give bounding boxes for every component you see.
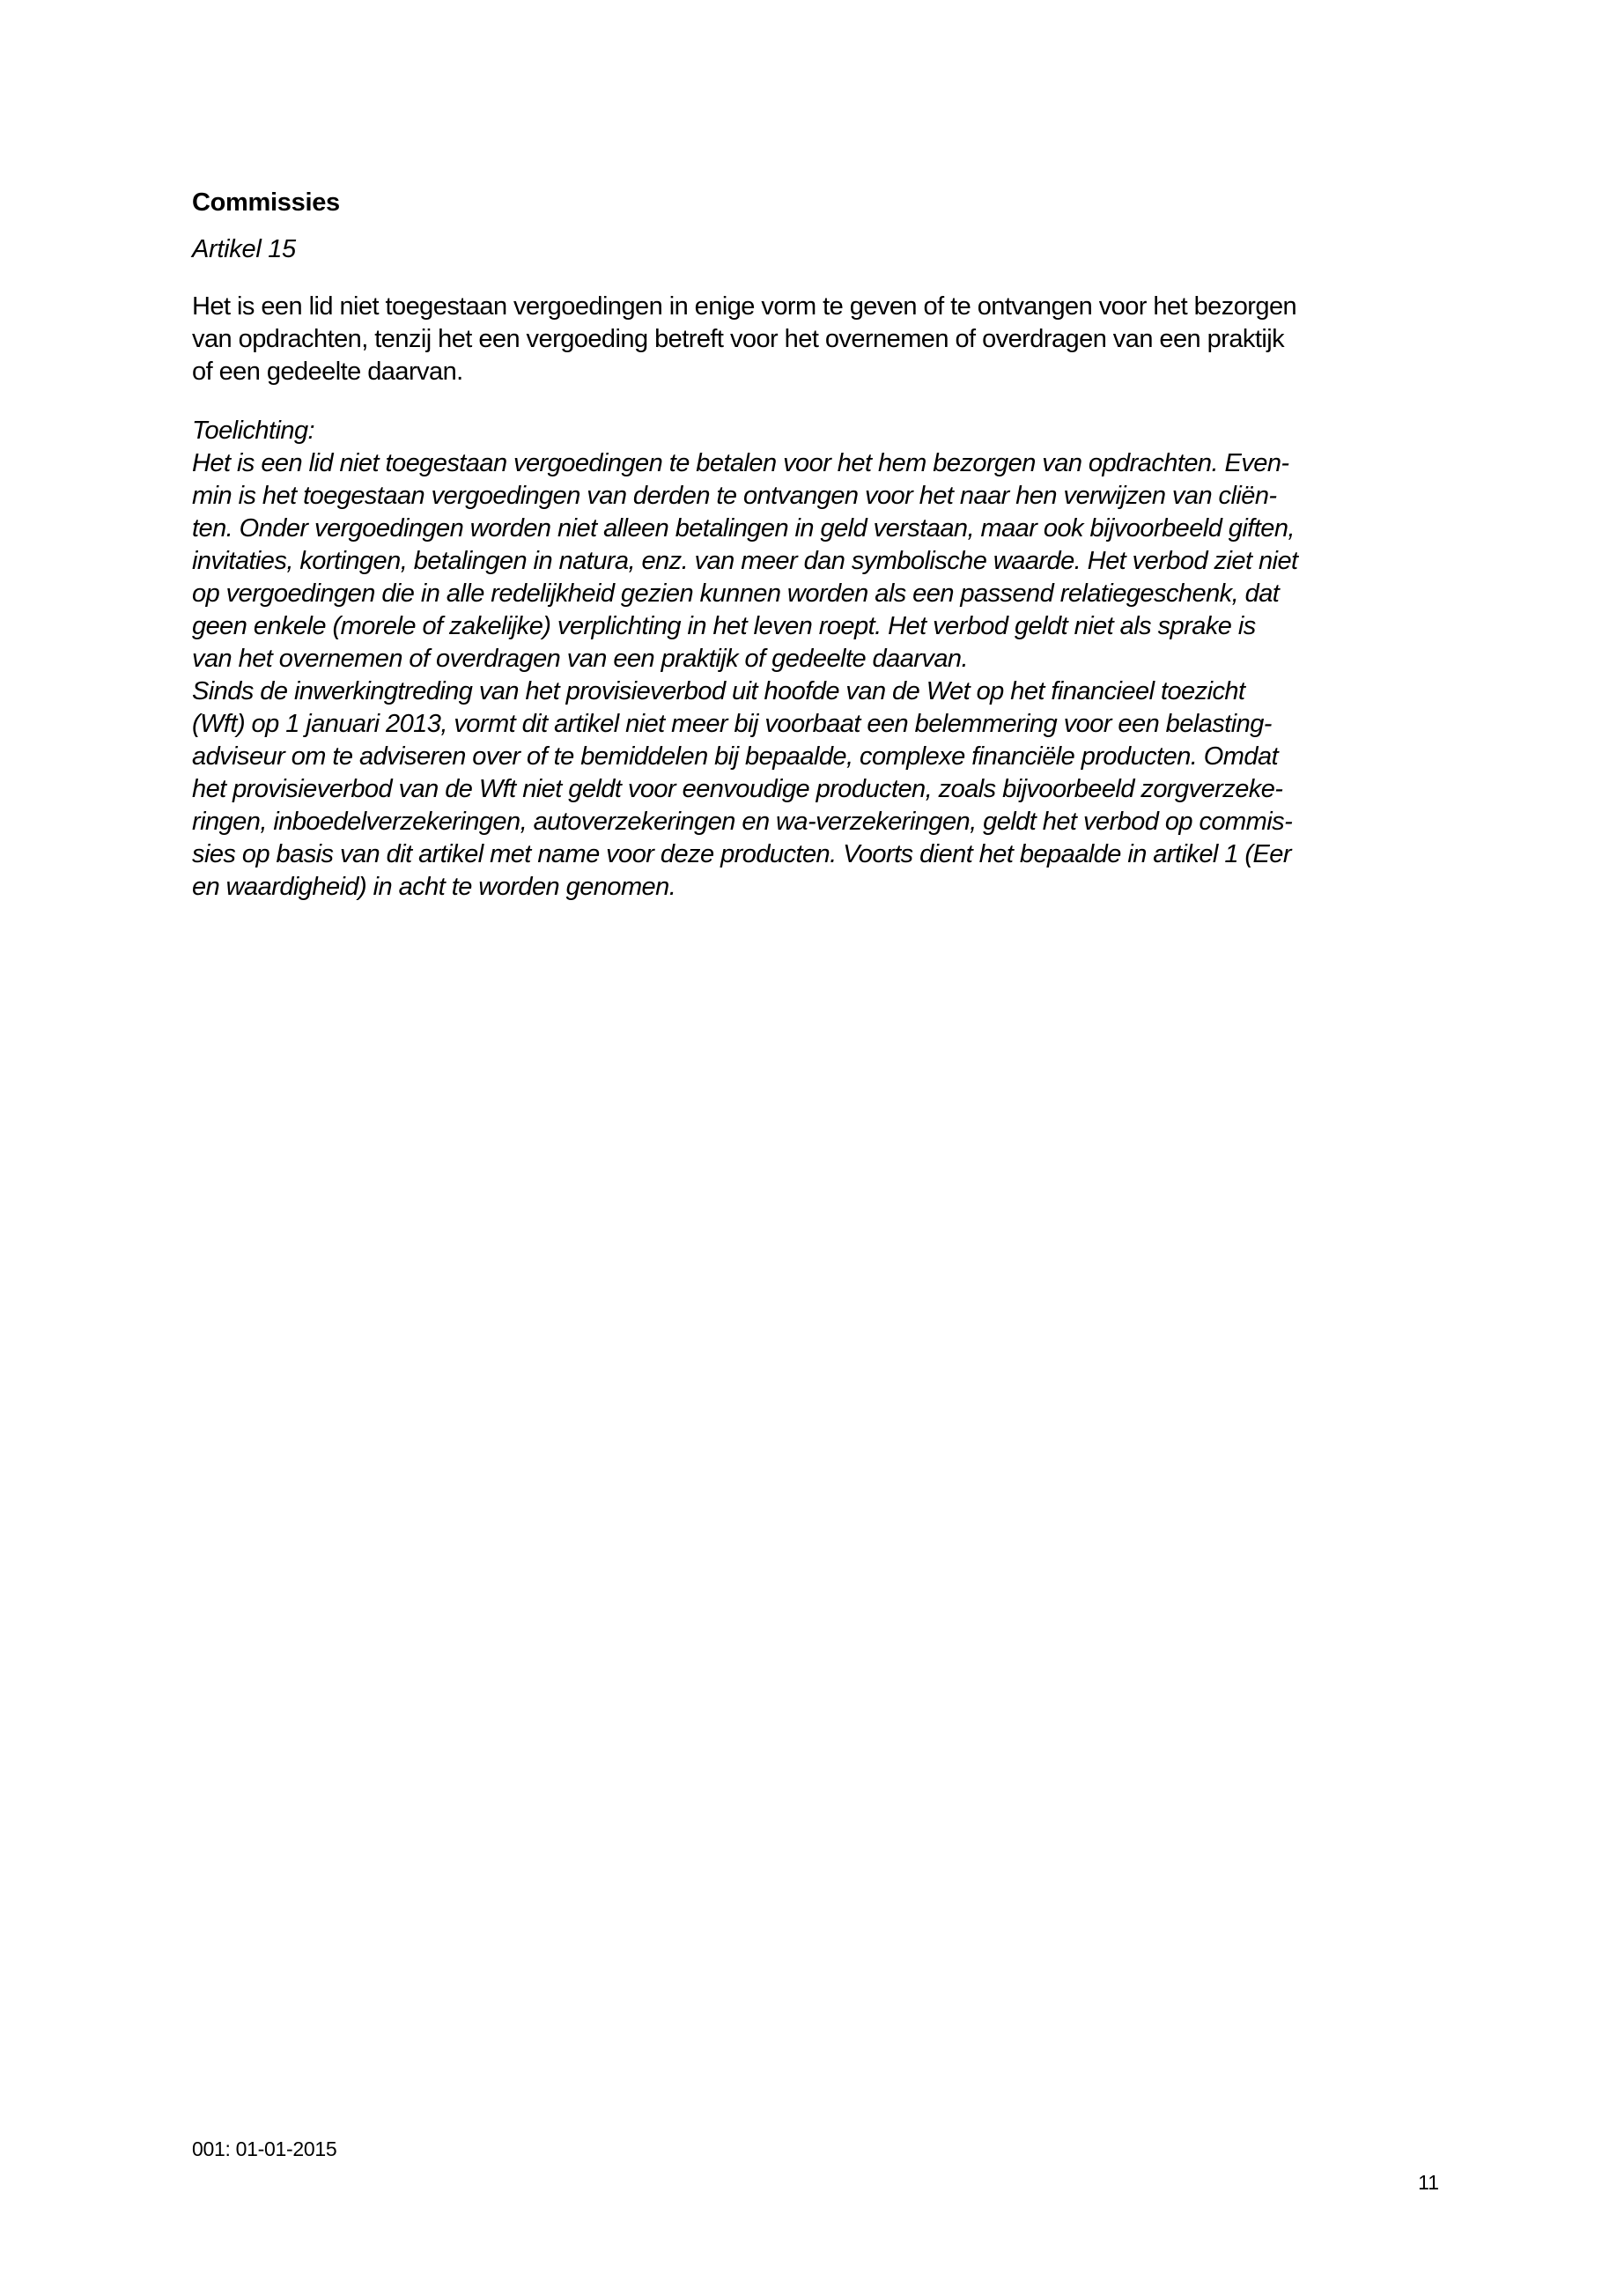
article-label: Artikel 15 <box>192 235 296 263</box>
explanation-line: invitaties, kortingen, betalingen in natura, enz. van meer dan symbolische waarde. Het verbod ziet niet <box>192 547 1298 575</box>
explanation-line: (Wft) op 1 januari 2013, vormt dit artikel niet meer bij voorbaat een belemmering voor een belasting- <box>192 710 1272 738</box>
explanation-line: geen enkele (morele of zakelijke) verplichting in het leven roept. Het verbod geldt niet als sprake is <box>192 612 1256 640</box>
explanation-label: Toelichting: <box>192 417 315 445</box>
explanation-line: Het is een lid niet toegestaan vergoedingen te betalen voor het hem bezorgen van opdrachten. Even- <box>192 449 1289 477</box>
article-body-line: of een gedeelte daarvan. <box>192 358 463 386</box>
article-body <box>192 291 1443 388</box>
explanation-line: op vergoedingen die in alle redelijkheid gezien kunnen worden als een passend relatiegeschenk, dat <box>192 580 1280 608</box>
page-number: 11 <box>1418 2171 1439 2194</box>
explanation-line: adviseur om te adviseren over of te bemiddelen bij bepaalde, complexe financiële producten. Omdat <box>192 742 1279 771</box>
explanation-line: het provisieverbod van de Wft niet geldt voor eenvoudige producten, zoals bijvoorbeeld zorgverzeke- <box>192 775 1283 803</box>
explanation-line: min is het toegestaan vergoedingen van derden te ontvangen voor het naar hen verwijzen van cliën- <box>192 482 1277 510</box>
article-body-line: van opdrachten, tenzij het een vergoeding betreft voor het overnemen of overdragen van een praktijk <box>192 325 1285 353</box>
explanation-block <box>192 415 1443 904</box>
explanation-line: en waardigheid) in acht te worden genomen. <box>192 873 676 901</box>
section-heading: Commissies <box>192 188 340 217</box>
page-content <box>192 187 1443 904</box>
article-body-line: Het is een lid niet toegestaan vergoedingen in enige vorm te geven of te ontvangen voor het bezorgen <box>192 292 1297 321</box>
explanation-line: van het overnemen of overdragen van een praktijk of gedeelte daarvan. <box>192 645 968 673</box>
explanation-line: ringen, inboedelverzekeringen, autoverzekeringen en wa-verzekeringen, geldt het verbod op commis- <box>192 808 1293 836</box>
explanation-line: Sinds de inwerkingtreding van het provisieverbod uit hoofde van de Wet op het financieel toezicht <box>192 677 1245 705</box>
footer-version: 001: 01-01-2015 <box>192 2137 337 2160</box>
explanation-line: ten. Onder vergoedingen worden niet alleen betalingen in geld verstaan, maar ook bijvoorbeeld giften, <box>192 514 1295 543</box>
explanation-line: sies op basis van dit artikel met name voor deze producten. Voorts dient het bepaalde in artikel 1 (Eer <box>192 840 1291 868</box>
